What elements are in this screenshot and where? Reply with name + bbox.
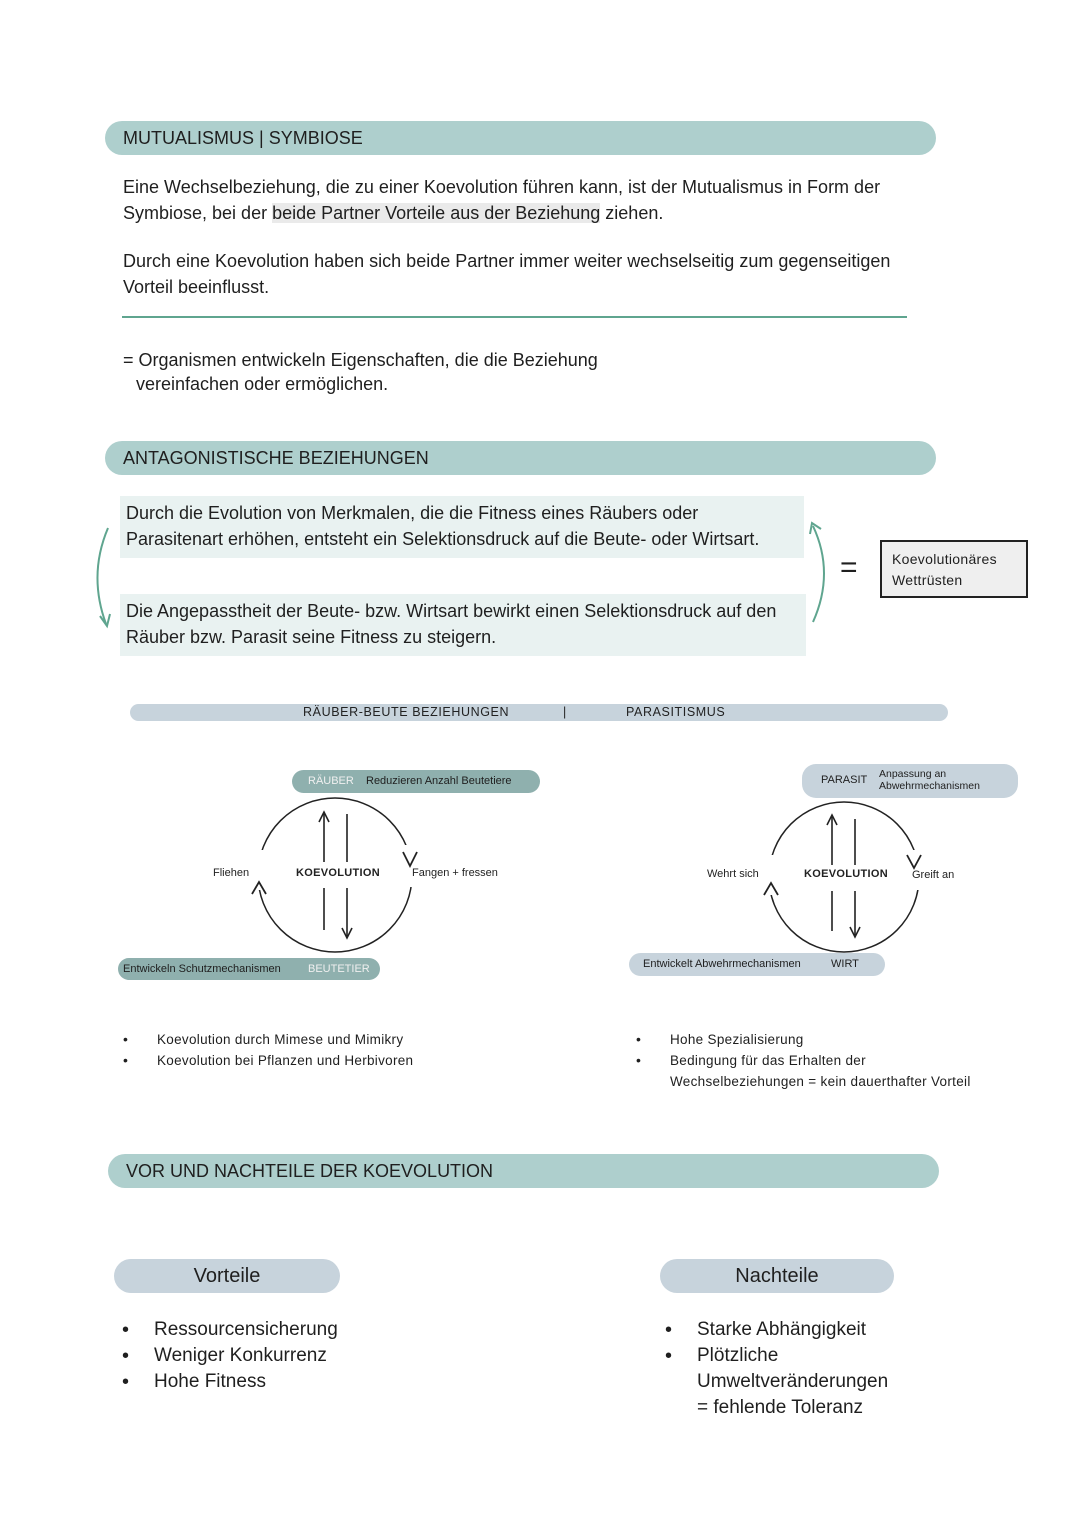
list-item: • Koevolution bei Pflanzen und Herbivoren [123,1050,413,1071]
raeuber-bottom-pill [118,958,380,980]
text-span: ziehen. [600,203,664,223]
result-line1: Koevolutionäres [892,551,997,567]
koevolutionaeres-wettruesten-box [880,540,1028,598]
mutualismus-p1-line1: Eine Wechselbeziehung, die zu einer Koevolution führen kann, ist der Mutualismus in Form der [123,177,881,197]
mutualismus-p1-line2 [123,200,880,226]
parasit-right-label: Greift an [912,869,955,881]
subheader-parasitismus: PARASITISMUS [626,705,726,719]
raeuber-bottom-text: Entwickeln Schutzmechanismen [123,963,281,975]
nachteile-label: Nachteile [660,1259,894,1293]
raeuber-left-label: Fliehen [213,867,250,879]
box2-line2: Räuber bzw. Parasit seine Fitness zu steigern. [126,627,497,647]
left-curved-arrow-icon [90,520,120,635]
subheader-bar [130,704,948,721]
mutualismus-p2-line1: Durch eine Koevolution haben sich beide Partner immer weiter wechselseitig zum gegenseitigen [123,251,891,271]
nachteile-list [663,1317,888,1421]
text-span: Symbiose, bei der [123,203,273,223]
mutualismus-p2-line2: Vorteil beeinflusst. [123,277,270,297]
raeuber-center-label: KOEVOLUTION [296,867,380,879]
parasit-top-text-line2: Abwehrmechanismen [879,780,980,792]
list-item-line2: Umweltveränderungen [697,1371,889,1392]
section-header-antagonistisch: ANTAGONISTISCHE BEZIEHUNGEN [105,441,936,475]
box1-line2: Parasitenart erhöhen, entsteht ein Selektionsdruck auf die Beute- oder Wirtsart. [126,529,760,549]
mutualismus-definition [123,348,598,396]
list-item-line2: Wechselbeziehungen = kein dauerthafter Vorteil [670,1074,971,1089]
list-item: • Ressourcensicherung [120,1317,338,1343]
raeuber-top-text: Reduzieren Anzahl Beutetiere [366,775,512,787]
raeuber-tag: RÄUBER [308,775,354,787]
antagonistisch-box-2 [120,594,806,656]
raeuber-bullet-list [123,1029,413,1071]
beutetier-tag: BEUTETIER [308,963,370,975]
parasit-center-label: KOEVOLUTION [804,868,888,880]
section-header-mutualismus: MUTUALISMUS | SYMBIOSE [105,121,936,155]
parasit-top-text-line1: Anpassung an [879,768,947,780]
mutualismus-paragraph-1 [123,174,880,226]
parasit-left-label: Wehrt sich [707,868,759,880]
subheader-divider: | [563,705,567,719]
vorteile-label: Vorteile [114,1259,340,1293]
highlighted-phrase: beide Partner Vorteile aus der Beziehung [272,203,601,223]
wirt-tag: WIRT [831,958,859,970]
result-line2: Wettrüsten [892,572,963,588]
definition-line1: = Organismen entwickeln Eigenschaften, die die Beziehung [123,350,598,370]
raeuber-right-label: Fangen + fressen [412,867,498,879]
parasit-top-text [879,768,980,792]
subheader-raeuber-beute: RÄUBER-BEUTE BEZIEHUNGEN [303,705,510,719]
list-item: • Starke Abhängigkeit [663,1317,888,1343]
list-item-line3: = fehlende Toleranz [697,1397,864,1418]
box2-line1: Die Angepasstheit der Beute- bzw. Wirtsart bewirkt einen Selektionsdruck auf den [126,601,777,621]
right-curved-arrow-icon [805,518,835,633]
parasit-bullet-list [636,1029,971,1092]
divider-line [122,316,907,318]
list-item-line1: • Bedingung für das Erhalten der [670,1053,866,1068]
vorteile-list [120,1317,338,1395]
parasit-bottom-pill [629,953,885,976]
list-item: • Hohe Spezialisierung [636,1029,971,1050]
parasit-top-pill [802,764,1018,798]
box1-line1: Durch die Evolution von Merkmalen, die die Fitness eines Räubers oder [126,503,699,523]
list-item [636,1050,971,1092]
antagonistisch-box-1 [120,496,804,558]
definition-line2: vereinfachen oder ermöglichen. [136,374,389,394]
equals-sign: = [840,551,858,584]
list-item: • Hohe Fitness [120,1369,338,1395]
list-item: • Koevolution durch Mimese und Mimikry [123,1029,413,1050]
mutualismus-paragraph-2 [123,248,890,300]
section-header-vor-nachteile: VOR UND NACHTEILE DER KOEVOLUTION [108,1154,939,1188]
list-item: • Weniger Konkurrenz [120,1343,338,1369]
parasit-tag: PARASIT [821,774,868,786]
list-item [663,1343,888,1421]
parasit-bottom-text: Entwickelt Abwehrmechanismen [643,958,801,970]
list-item-line1: • Plötzliche [697,1345,779,1366]
